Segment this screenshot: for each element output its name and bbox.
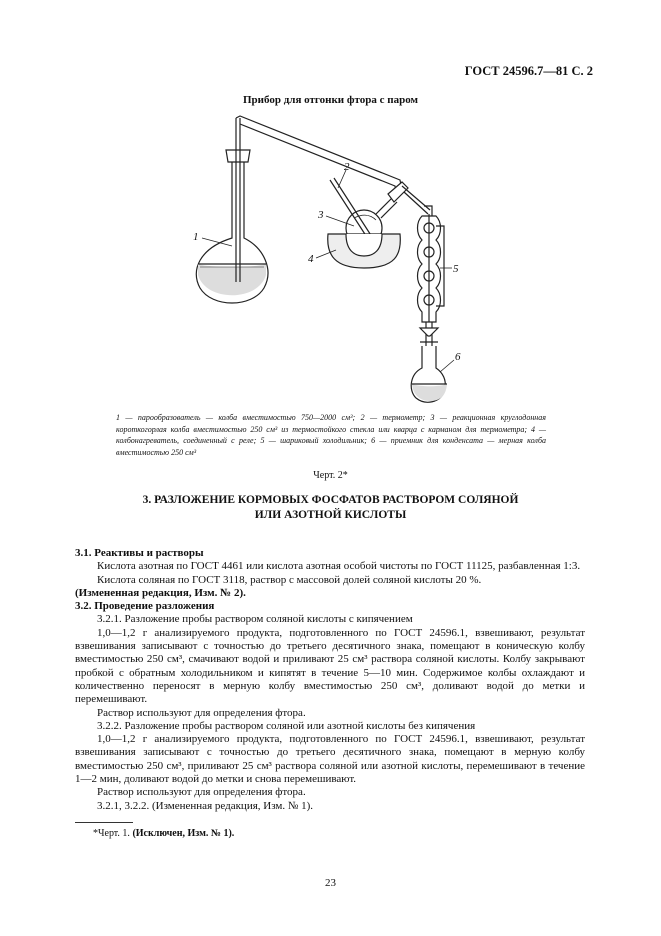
paragraph: Кислота соляная по ГОСТ 3118, раствор с массовой долей соляной кислоты 20 %.	[97, 573, 482, 586]
ball-condenser	[418, 206, 445, 336]
subsection-heading: 3.1. Реактивы и растворы	[75, 547, 204, 559]
section-title-line-2: ИЛИ АЗОТНОЙ КИСЛОТЫ	[254, 509, 407, 521]
paragraph: 3.2.1. Разложение пробы раствором соляной кислоты с кипячением	[97, 613, 413, 626]
page-number: 23	[325, 877, 336, 889]
paragraph: 1,0—1,2 г анализируемого продукта, подготовленного по ГОСТ 24596.1, взвешивают, результат взвешивания записывают с точностью до третьего десятичного знака, помещают в мерную колбу вместимостью 250 см³, приливают 25 см³ раствора соляной или азотной кислоты, перемешивают в течение 1—2 мин, доливают водой до метки и снова перемешивают.	[75, 733, 585, 786]
label-2: 2	[344, 161, 350, 173]
footnote	[93, 828, 234, 839]
receiver-flask	[411, 336, 447, 402]
label-4: 4	[308, 253, 314, 265]
steam-tube	[236, 116, 402, 192]
label-3: 3	[318, 209, 324, 221]
footnote-text: *Черт. 1.	[93, 828, 130, 839]
paragraph: Раствор используют для определения фтора.	[97, 706, 306, 719]
paragraph: Кислота азотная по ГОСТ 4461 или кислота азотная особой чистоты по ГОСТ 11125, разбавленная 1:3.	[97, 560, 581, 573]
section-title	[0, 493, 661, 523]
label-5: 5	[453, 263, 459, 275]
paragraph: 3.2.2. Разложение пробы раствором соляной или азотной кислоты без кипячения	[97, 719, 476, 732]
amendment-note: 3.2.1, 3.2.2. (Измененная редакция, Изм. № 1).	[97, 799, 314, 812]
body-text	[75, 547, 585, 813]
figure-legend: 1 — парообразователь — колба вместимостью 750—2000 см³; 2 — термометр; 3 — реакционная круглодонная короткогорлая колба вместимостью 250 см³ из термостойкого стекла или кварца с карманом для термометра; 4 — колбонагреватель, соединенный с реле; 5 — шариковый холодильник; 6 — приемник для конденсата — мерная колба вместимостью 250 см³	[116, 413, 546, 457]
figure-caption: Черт. 2*	[313, 470, 348, 481]
steam-generator-flask	[196, 118, 268, 303]
subsection-heading: 3.2. Проведение разложения	[75, 600, 215, 613]
label-6: 6	[455, 351, 461, 363]
paragraph: 1,0—1,2 г анализируемого продукта, подготовленного по ГОСТ 24596.1, взвешивают, результат взвешивания записывают с точностью до третьего десятичного знака, помещают в коническую колбу вместимостью 250 см³, смачивают водой и приливают 25 см³ раствора соляной кислоты. Колбу закрывают пробкой с обратным холодильником и кипятят в течение 5—10 мин. Содержимое колбы охлаждают и количественно переносят в мерную колбу вместимостью 250 см³, доливают водой до метки и перемешивают.	[75, 626, 585, 706]
heating-mantle	[328, 234, 401, 268]
amendment-note: (Измененная редакция, Изм. № 2).	[75, 586, 246, 599]
footnote-bold: (Исключен, Изм. № 1).	[132, 828, 235, 839]
apparatus-diagram	[140, 110, 470, 410]
section-title-line-1: 3. РАЗЛОЖЕНИЕ КОРМОВЫХ ФОСФАТОВ РАСТВОРОМ СОЛЯНОЙ	[142, 494, 519, 506]
paragraph: Раствор используют для определения фтора.	[97, 786, 306, 799]
running-header: ГОСТ 24596.7—81 С. 2	[464, 64, 593, 78]
footnote-rule	[75, 822, 133, 823]
label-1: 1	[193, 231, 199, 243]
figure-title: Прибор для отгонки фтора с паром	[242, 94, 419, 106]
